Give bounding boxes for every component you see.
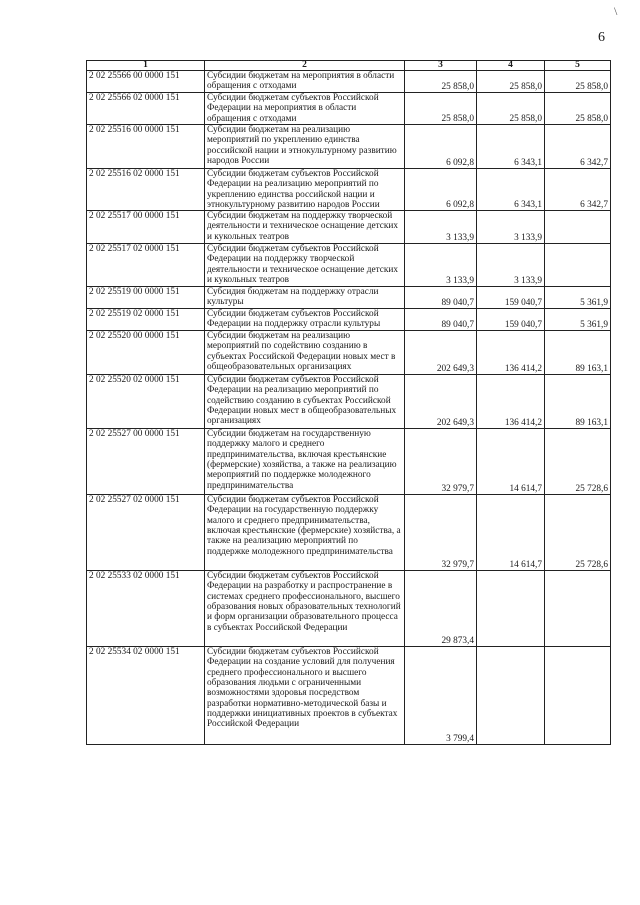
table-row <box>87 93 611 125</box>
table-row <box>87 331 611 375</box>
amount-col3-cell: 25 858,0 <box>405 93 477 125</box>
amount-col5-cell: 25 728,6 <box>545 495 611 571</box>
subsidy-name-cell: Субсидии бюджетам субъектов Российской Федерации на разработку и распространение в системах среднего профессионального, высшего образования новых образовательных технологий и форм организации образовательного процесса в субъектах Российской Федерации <box>205 571 405 647</box>
amount-col4-cell: 6 343,1 <box>477 169 545 211</box>
table-row <box>87 495 611 571</box>
column-header: 3 <box>405 61 477 71</box>
amount-col3-cell: 3 133,9 <box>405 244 477 287</box>
amount-col5-cell <box>545 211 611 244</box>
amount-col3-cell: 25 858,0 <box>405 71 477 93</box>
amount-col3-cell: 6 092,8 <box>405 125 477 169</box>
amount-col4-cell: 136 414,2 <box>477 375 545 429</box>
amount-col5-cell <box>545 571 611 647</box>
table-row <box>87 211 611 244</box>
amount-col4-cell: 25 858,0 <box>477 93 545 125</box>
subsidy-name-cell: Субсидии бюджетам субъектов Российской Федерации на поддержку творческой деятельности и техническое оснащение детских и кукольных театров <box>205 244 405 287</box>
subsidy-name-cell: Субсидии бюджетам субъектов Российской Федерации на реализацию мероприятий по укреплению единства российской нации и этнокультурному развитию народов России <box>205 169 405 211</box>
subsidy-name-cell: Субсидии бюджетам на реализацию мероприятий по укреплению единства российской нации и этнокультурному развитию народов России <box>205 125 405 169</box>
column-header: 4 <box>477 61 545 71</box>
column-header: 1 <box>87 61 205 71</box>
amount-col4-cell: 14 614,7 <box>477 495 545 571</box>
amount-col5-cell <box>545 244 611 287</box>
amount-col5-cell: 25 858,0 <box>545 71 611 93</box>
budget-code-cell: 2 02 25517 02 0000 151 <box>87 244 205 287</box>
subsidy-name-cell: Субсидии бюджетам субъектов Российской Федерации на создание условий для получения среднего профессионального и высшего образования людьми с ограниченными возможностями здоровья посредством разработки нормативно-методической базы и поддержки инициативных проектов в субъектах Российской Федерации <box>205 647 405 745</box>
column-header: 5 <box>545 61 611 71</box>
table-row <box>87 429 611 495</box>
amount-col5-cell: 5 361,9 <box>545 287 611 309</box>
budget-code-cell: 2 02 25517 00 0000 151 <box>87 211 205 244</box>
budget-code-cell: 2 02 25527 00 0000 151 <box>87 429 205 495</box>
amount-col5-cell: 6 342,7 <box>545 125 611 169</box>
amount-col4-cell: 159 040,7 <box>477 309 545 331</box>
amount-col3-cell: 3 133,9 <box>405 211 477 244</box>
amount-col4-cell: 25 858,0 <box>477 71 545 93</box>
amount-col5-cell: 89 163,1 <box>545 375 611 429</box>
table-row <box>87 169 611 211</box>
budget-code-cell: 2 02 25516 00 0000 151 <box>87 125 205 169</box>
table-row <box>87 571 611 647</box>
column-header: 2 <box>205 61 405 71</box>
amount-col5-cell: 5 361,9 <box>545 309 611 331</box>
amount-col3-cell: 202 649,3 <box>405 375 477 429</box>
budget-code-cell: 2 02 25519 00 0000 151 <box>87 287 205 309</box>
budget-code-cell: 2 02 25566 02 0000 151 <box>87 93 205 125</box>
table-row <box>87 375 611 429</box>
table-row <box>87 287 611 309</box>
budget-subsidies-table <box>86 60 611 745</box>
budget-code-cell: 2 02 25527 02 0000 151 <box>87 495 205 571</box>
subsidy-name-cell: Субсидии бюджетам субъектов Российской Федерации на реализацию мероприятий по содействию созданию в субъектах Российской Федерации новых мест в общеобразовательных организациях <box>205 375 405 429</box>
amount-col4-cell <box>477 571 545 647</box>
budget-code-cell: 2 02 25520 00 0000 151 <box>87 331 205 375</box>
subsidy-name-cell: Субсидия бюджетам на поддержку отрасли культуры <box>205 287 405 309</box>
budget-code-cell: 2 02 25534 02 0000 151 <box>87 647 205 745</box>
scan-corner-mark: \ <box>614 4 618 18</box>
amount-col3-cell: 89 040,7 <box>405 287 477 309</box>
amount-col5-cell: 89 163,1 <box>545 331 611 375</box>
amount-col3-cell: 202 649,3 <box>405 331 477 375</box>
table-header-row <box>87 61 611 71</box>
amount-col3-cell: 32 979,7 <box>405 495 477 571</box>
amount-col4-cell <box>477 647 545 745</box>
table-row <box>87 309 611 331</box>
subsidy-name-cell: Субсидии бюджетам субъектов Российской Федерации на поддержку отрасли культуры <box>205 309 405 331</box>
amount-col3-cell: 89 040,7 <box>405 309 477 331</box>
subsidy-name-cell: Субсидии бюджетам субъектов Российской Федерации на государственную поддержку малого и среднего предпринимательства, включая крестьянские (фермерские) хозяйства, а также на реализацию мероприятий по поддержке молодежного предпринимательства <box>205 495 405 571</box>
table-row <box>87 244 611 287</box>
table-row <box>87 71 611 93</box>
subsidy-name-cell: Субсидии бюджетам на реализацию мероприятий по содействию созданию в субъектах Российской Федерации новых мест в общеобразовательных организациях <box>205 331 405 375</box>
amount-col3-cell: 32 979,7 <box>405 429 477 495</box>
budget-code-cell: 2 02 25533 02 0000 151 <box>87 571 205 647</box>
amount-col5-cell <box>545 647 611 745</box>
amount-col4-cell: 3 133,9 <box>477 211 545 244</box>
amount-col3-cell: 3 799,4 <box>405 647 477 745</box>
amount-col4-cell: 136 414,2 <box>477 331 545 375</box>
amount-col5-cell: 25 858,0 <box>545 93 611 125</box>
subsidy-name-cell: Субсидии бюджетам на государственную поддержку малого и среднего предпринимательства, включая крестьянские (фермерские) хозяйства, а также на реализацию мероприятий по поддержке молодежного предпринимательства <box>205 429 405 495</box>
amount-col4-cell: 6 343,1 <box>477 125 545 169</box>
subsidy-name-cell: Субсидии бюджетам субъектов Российской Федерации на мероприятия в области обращения с отходами <box>205 93 405 125</box>
table-row <box>87 125 611 169</box>
page-number: 6 <box>598 30 605 45</box>
amount-col4-cell: 3 133,9 <box>477 244 545 287</box>
budget-code-cell: 2 02 25516 02 0000 151 <box>87 169 205 211</box>
amount-col4-cell: 14 614,7 <box>477 429 545 495</box>
amount-col3-cell: 6 092,8 <box>405 169 477 211</box>
subsidy-name-cell: Субсидии бюджетам на поддержку творческой деятельности и техническое оснащение детских и кукольных театров <box>205 211 405 244</box>
budget-code-cell: 2 02 25520 02 0000 151 <box>87 375 205 429</box>
amount-col3-cell: 29 873,4 <box>405 571 477 647</box>
table-row <box>87 647 611 745</box>
subsidy-name-cell: Субсидии бюджетам на мероприятия в области обращения с отходами <box>205 71 405 93</box>
amount-col4-cell: 159 040,7 <box>477 287 545 309</box>
budget-code-cell: 2 02 25566 00 0000 151 <box>87 71 205 93</box>
budget-code-cell: 2 02 25519 02 0000 151 <box>87 309 205 331</box>
amount-col5-cell: 25 728,6 <box>545 429 611 495</box>
amount-col5-cell: 6 342,7 <box>545 169 611 211</box>
